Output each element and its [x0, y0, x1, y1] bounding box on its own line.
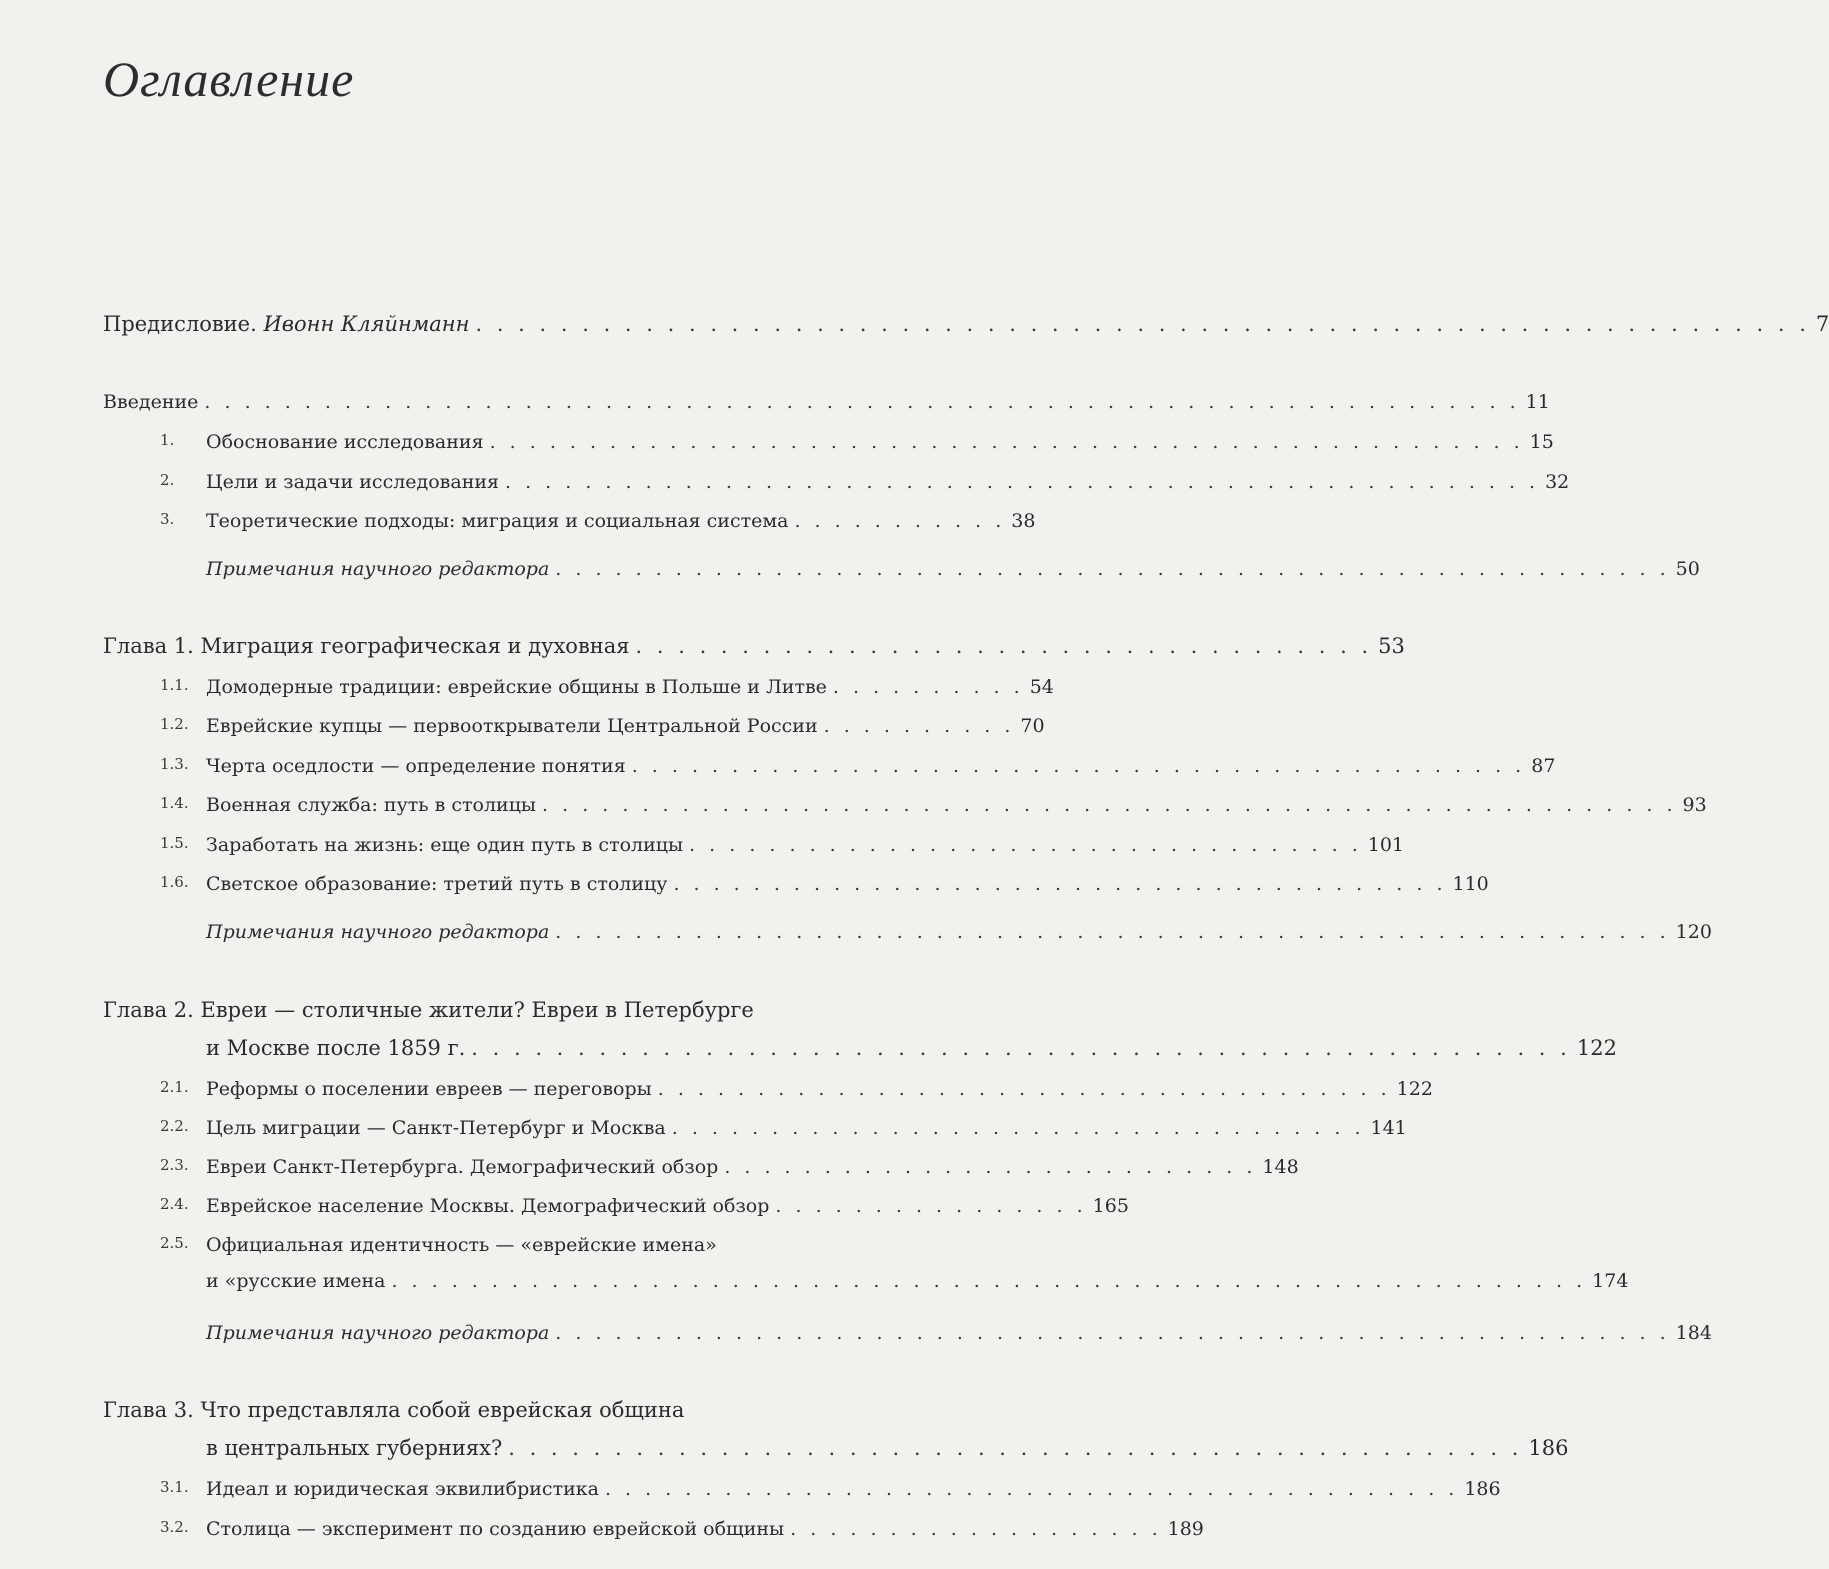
entry-page: 120	[1675, 921, 1712, 943]
entry-page: 101	[1367, 834, 1405, 856]
entry-page: 174	[1592, 1270, 1629, 1292]
toc-entry-chapter-2-line1	[0, 998, 1065, 1022]
entry-label: Примечания научного редактора	[206, 558, 550, 580]
entry-label-continued: в центральных губерниях?	[206, 1436, 503, 1460]
toc-entry-introduction	[0, 391, 1550, 413]
leader-dots: . . . . . . . . . . . . . . . . . . . . . . . . . . . . . . . . . . . . . . . . . . . . . . . .	[508, 1436, 1523, 1460]
entry-page: 38	[1011, 510, 1036, 532]
toc-entry	[0, 510, 1065, 532]
entry-page: 11	[1525, 391, 1550, 413]
entry-label: Черта оседлости — определение понятия	[206, 755, 626, 777]
entry-label: Евреи Санкт-Петербурга. Демографический обзор	[206, 1156, 719, 1178]
entry-label: Столица — эксперимент по созданию еврейской общины	[206, 1518, 785, 1540]
entry-page: 93	[1682, 794, 1707, 816]
leader-dots: . . . . . . . . . . . . . . . . . . . . . . . . . . . . . . . . . . .	[635, 634, 1373, 658]
entry-label-continued: и «русские имена	[206, 1270, 386, 1292]
entry-label: Цель миграции — Санкт-Петербург и Москва	[206, 1117, 666, 1139]
entry-label: Еврейские купцы — первооткрыватели Центральной России	[206, 715, 818, 737]
entry-number: 3.2.	[160, 1518, 189, 1536]
entry-number: 1.3.	[160, 755, 189, 773]
toc-entry	[0, 1478, 1501, 1500]
leader-dots: . . . . . . . . . . . . . . . . . . . . . . . . . . . . . . . . . . . . . . .	[673, 873, 1447, 895]
leader-dots: . . . . . . . . . . . . . . . . . . . . . . . . . . . . . . . . . . . . . . . . . . . . . . . . . . . . . . . . . . . . . . .	[475, 312, 1810, 336]
entry-label: Еврейское население Москвы. Демографический обзор	[206, 1195, 770, 1217]
entry-label-continued: и Москве после 1859 г.	[206, 1036, 466, 1060]
toc-entry-notes	[0, 558, 1700, 580]
entry-label: Глава 1. Миграция географическая и духовная	[103, 634, 630, 658]
entry-label: Примечания научного редактора	[206, 921, 550, 943]
entry-page: 53	[1378, 634, 1405, 658]
entry-page: 110	[1452, 873, 1489, 895]
entry-number: 1.4.	[160, 794, 189, 812]
entry-number: 2.1.	[160, 1078, 189, 1096]
leader-dots: . . . . . . . . . . .	[794, 510, 1006, 532]
toc-entry	[0, 471, 1570, 493]
entry-label: Идеал и юридическая эквилибристика	[206, 1478, 599, 1500]
toc-entry	[0, 1518, 1204, 1540]
page-title: Оглавление	[103, 51, 355, 107]
leader-dots: . . . . . . . . . . . . . . . . . . . . . . . . . . . . . . . . . . . . . . . . . . . . .	[631, 755, 1526, 777]
leader-dots: . . . . . . . . . .	[832, 676, 1024, 698]
entry-page: 122	[1576, 1036, 1617, 1060]
leader-dots: . . . . . . . . . . . . . . . . . . . . . . . . . . . . . . . . . . . . . . . . . . . . . . . . . . . . . . . .	[555, 1322, 1670, 1344]
entry-page: 70	[1020, 715, 1045, 737]
toc-entry	[0, 755, 1556, 777]
entry-number: 3.	[160, 510, 175, 528]
toc-entry-notes	[0, 1322, 1712, 1344]
toc-entry-notes	[0, 921, 1712, 943]
entry-number: 2.5.	[160, 1234, 189, 1252]
entry-label: Реформы о поселении евреев — переговоры	[206, 1078, 652, 1100]
entry-label: Примечания научного редактора	[206, 1322, 550, 1344]
leader-dots: . . . . . . . . . . . . . . . . . . . . . . . . . . . . . . . . . . . . . . . . . . . . . . . . . . . .	[489, 431, 1524, 453]
entry-number: 2.3.	[160, 1156, 189, 1174]
leader-dots: . . . . . . . . . . . . . . . . . . . . . . . . . . .	[724, 1156, 1257, 1178]
entry-author: Ивонн Кляйнманн	[263, 312, 470, 336]
entry-number: 2.4.	[160, 1195, 189, 1213]
toc-entry-preface	[0, 312, 1829, 336]
entry-number: 1.1.	[160, 676, 189, 694]
leader-dots: . . . . . . . . . . . . . . . .	[775, 1195, 1087, 1217]
entry-page: 50	[1675, 558, 1700, 580]
entry-number: 1.2.	[160, 715, 189, 733]
toc-entry	[0, 873, 1489, 895]
entry-label: Глава 2. Евреи — столичные жители? Евреи в Петербурге	[103, 998, 754, 1022]
toc-entry	[0, 794, 1707, 816]
entry-number: 1.5.	[160, 834, 189, 852]
entry-label: Теоретические подходы: миграция и социальная система	[206, 510, 789, 532]
entry-label: Официальная идентичность — «еврейские имена»	[206, 1234, 717, 1256]
entry-page: 15	[1529, 431, 1554, 453]
entry-page: 122	[1396, 1078, 1433, 1100]
entry-page: 186	[1528, 1436, 1569, 1460]
leader-dots: . . . . . . . . . . . . . . . . . . . . . . . . . . . . . . . . . . . . . . . . . . . . . . . . . . . .	[471, 1036, 1571, 1060]
leader-dots: . . . . . . . . . . . . . . . . . . . . . . . . . . . . . . . . . . . . . . . . . . . . . . . . . . . . . . . . . . . .	[391, 1270, 1587, 1292]
entry-page: 186	[1464, 1478, 1501, 1500]
entry-page: 32	[1545, 471, 1570, 493]
toc-entry-chapter-3	[0, 1436, 1569, 1460]
entry-number: 2.	[160, 471, 175, 489]
leader-dots: . . . . . . . . . . . . . . . . . . . . . . . . . . . . . . . . . . . . . . . . . . . . . . . . . . . . . . . .	[555, 921, 1670, 943]
entry-page: 54	[1029, 676, 1054, 698]
leader-dots: . . . . . . . . . . . . . . . . . . . . . . . . . . . . . . . . . . . . . . . . . . . . . . . . . . . . . . . .	[555, 558, 1670, 580]
toc-entry	[0, 715, 1065, 737]
toc-entry	[0, 431, 1554, 453]
toc-entry	[0, 1117, 1407, 1139]
leader-dots: . . . . . . . . . . . . . . . . . . . . . . . . . . . . . . . . . . . . . . . . . . . . . . . . . . . . . . . . .	[542, 794, 1677, 816]
entry-number: 1.6.	[160, 873, 189, 891]
leader-dots: . . . . . . . . . . . . . . . . . . . . . . . . . . . . . . . . . . . . .	[657, 1078, 1391, 1100]
toc-entry	[0, 1078, 1433, 1100]
entry-number: 3.1.	[160, 1478, 189, 1496]
entry-label: Домодерные традиции: еврейские общины в Польше и Литве	[206, 676, 827, 698]
toc-entry	[0, 1270, 1629, 1292]
entry-label: Заработать на жизнь: еще один путь в столицы	[206, 834, 684, 856]
toc-entry	[0, 676, 1065, 698]
entry-page: 189	[1167, 1518, 1204, 1540]
entry-page: 165	[1092, 1195, 1129, 1217]
leader-dots: . . . . . . . . . . . . . . . . . . . . . . . . . . . . . . . . . . . . . . . . . . .	[604, 1478, 1459, 1500]
entry-label: Предисловие. Ивонн Кляйнманн	[103, 312, 470, 336]
leader-dots: . . . . . . . . . . . . . . . . . . . . . . . . . . . . . . . . . . . . . . . . . . . . . . . . . . . .	[505, 471, 1540, 493]
entry-label: Глава 3. Что представляла собой еврейская община	[103, 1398, 685, 1422]
entry-label: Военная служба: путь в столицы	[206, 794, 537, 816]
toc-entry	[0, 1156, 1299, 1178]
entry-label: Цели и задачи исследования	[206, 471, 500, 493]
entry-label: Введение	[103, 391, 199, 413]
toc-entry	[0, 1195, 1129, 1217]
leader-dots: . . . . . . . . . . . . . . . . . . . . . . . . . . . . . . . . . . . . . . . . . . . . . . . . . . . . . . . . . . . . . . . . . .	[204, 391, 1520, 413]
toc-entry-chapter-1	[0, 634, 1405, 658]
leader-dots: . . . . . . . . . . . . . . . . . . . . . . . . . . . . . . . . . .	[689, 834, 1362, 856]
entry-page: 148	[1262, 1156, 1299, 1178]
entry-label: Светское образование: третий путь в столицу	[206, 873, 668, 895]
entry-number: 1.	[160, 431, 175, 449]
toc-entry-chapter-3-line1	[0, 1398, 1065, 1422]
entry-page: 141	[1370, 1117, 1407, 1139]
toc-entry	[0, 834, 1405, 856]
leader-dots: . . . . . . . . . .	[823, 715, 1015, 737]
toc-entry-chapter-2	[0, 1036, 1617, 1060]
leader-dots: . . . . . . . . . . . . . . . . . . .	[790, 1518, 1162, 1540]
entry-page: 7	[1815, 312, 1829, 336]
entry-label: Обоснование исследования	[206, 431, 484, 453]
toc-entry-line1	[0, 1234, 1065, 1256]
leader-dots: . . . . . . . . . . . . . . . . . . . . . . . . . . . . . . . . . . .	[671, 1117, 1365, 1139]
entry-page: 184	[1675, 1322, 1712, 1344]
entry-number: 2.2.	[160, 1117, 189, 1135]
entry-page: 87	[1531, 755, 1556, 777]
